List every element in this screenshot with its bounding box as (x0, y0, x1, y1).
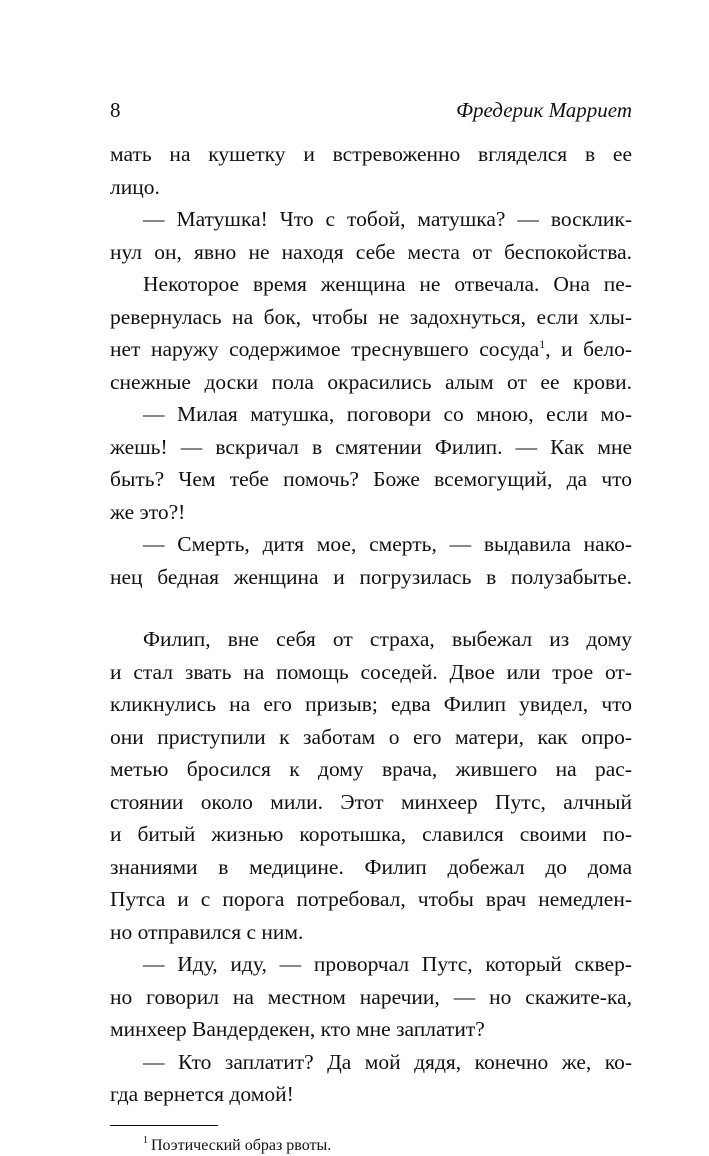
text-line: лицо. (110, 174, 160, 199)
text-line: — Кто заплатит? Да мой дядя, конечно же, ко- (143, 1049, 632, 1074)
page-number: 8 (110, 98, 121, 122)
text-line: снежные доски пола окрасились алым от ее крови. (110, 369, 632, 394)
text-line: — Иду, иду, — проворчал Путс, который сквер- (143, 952, 632, 976)
text-line: метью бросился к дому врача, жившего на рас- (110, 757, 632, 781)
text-line: кликнулись на его призыв; едва Филип увидел, что (110, 692, 632, 716)
text-line: минхеер Вандердекен, кто мне заплатит? (110, 1017, 485, 1041)
running-title: Фредерик Марриет (456, 98, 632, 122)
text-line: быть? Чем тебе помочь? Боже всемогущий, да что (110, 467, 632, 491)
book-page (110, 94, 632, 1156)
text-line: жешь! — вскричал в смятении Филип. — Как мне (110, 434, 632, 459)
text-line: — Смерть, дитя мое, смерть, — выдавила нако- (143, 532, 632, 556)
page-header (110, 94, 632, 138)
footnote-mark: 1 (143, 1135, 148, 1147)
text-line: же это?! (110, 499, 186, 524)
footnote (110, 1136, 632, 1156)
text-line: нец бедная женщина и погрузилась в полузабытье. (110, 564, 632, 589)
text-line: Путса и с порога потребовал, чтобы врач немедлен- (110, 887, 632, 911)
footnote-reference: 1 (539, 336, 546, 351)
text-line: стоянии около мили. Этот минхеер Путс, алчный (110, 789, 632, 814)
text-line: но говорил на местном наречии, — но скажите-ка, (110, 984, 632, 1009)
main-text (110, 138, 632, 1111)
text-line: — Милая матушка, поговори со мною, если мо- (143, 402, 632, 426)
text-line: — Матушка! Что с тобой, матушка? — восклик- (143, 207, 632, 231)
text-line: Филип, вне себя от страха, выбежал из дому (143, 627, 632, 651)
text-line: нул он, явно не находя себе места от беспокойства. (110, 239, 632, 264)
text-line-with-note (110, 333, 632, 366)
section-break (110, 593, 632, 623)
footnote-text: Поэтический образ рвоты. (151, 1136, 332, 1154)
text-line: ревернулась на бок, чтобы не задохнуться, если хлы- (110, 304, 632, 329)
text-line: гда вернется домой! (110, 1082, 294, 1106)
text-line: они приступили к заботам о его матери, как опро- (110, 724, 632, 749)
text-line: и стал звать на помощь соседей. Двое или трое от- (110, 659, 632, 684)
text-line: Некоторое время женщина не отвечала. Она пе- (143, 272, 632, 296)
text-line: но отправился с ним. (110, 919, 304, 944)
text-line: знаниями в медицине. Филип добежал до дома (110, 854, 632, 879)
text-line: мать на кушетку и встревоженно вгляделся в ее (110, 142, 632, 166)
text-line: и битый жизнью коротышка, славился своими по- (110, 822, 632, 846)
text-fragment: нет наружу содержимое треснувшего сосуда (110, 337, 540, 361)
text-fragment: , и бело- (545, 337, 632, 361)
footnote-divider (110, 1125, 218, 1126)
